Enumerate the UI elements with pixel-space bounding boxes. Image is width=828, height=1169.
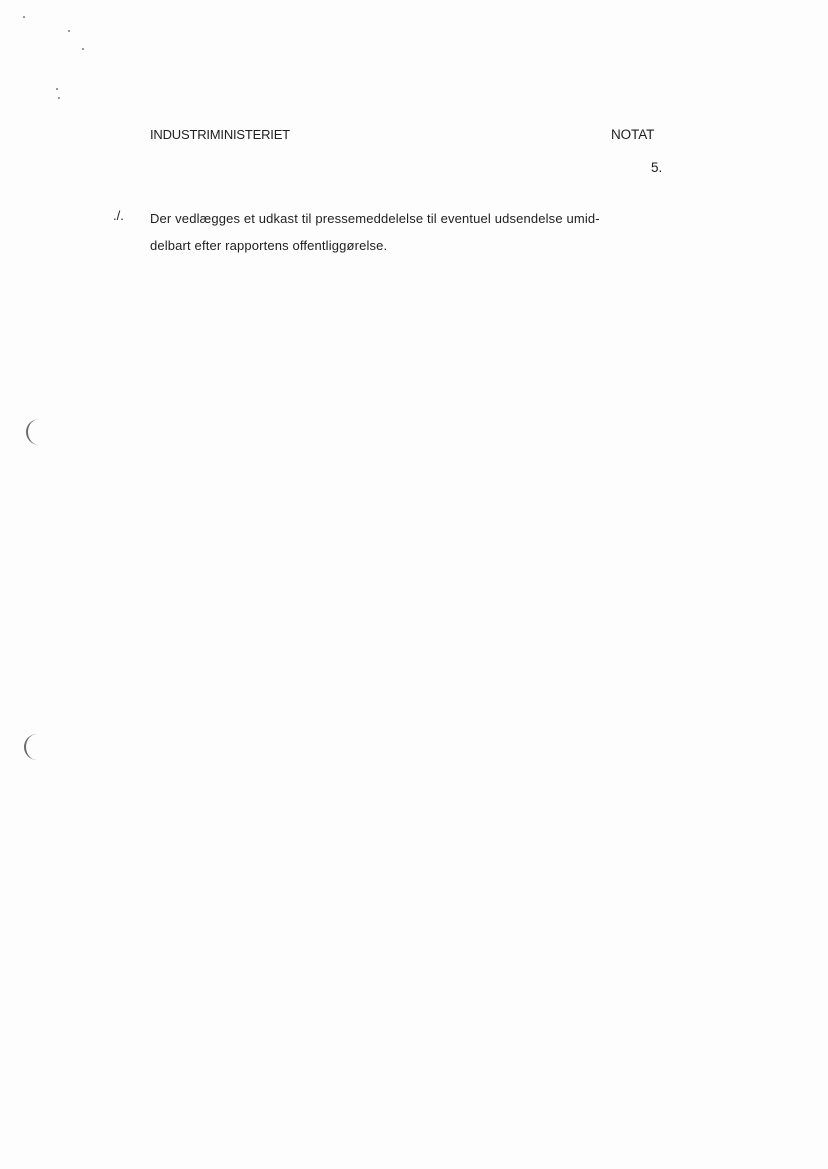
scan-speck <box>58 97 60 99</box>
scan-speck <box>56 88 58 90</box>
body-line: delbart efter rapportens offentliggørelse. <box>150 238 388 253</box>
enclosure-marker: ./. <box>113 208 124 223</box>
ministry-header: INDUSTRIMINISTERIET <box>150 127 290 142</box>
body-line: Der vedlægges et udkast til pressemeddelelse til eventuel udsendelse umid- <box>150 211 600 226</box>
scan-speck <box>23 16 25 18</box>
body-paragraph <box>150 205 670 259</box>
punch-hole-mark <box>24 734 40 760</box>
punch-hole-mark <box>26 419 42 445</box>
scan-speck <box>68 30 70 32</box>
scan-speck <box>82 48 84 50</box>
document-type: NOTAT <box>611 127 655 142</box>
page-number: 5. <box>651 160 663 175</box>
